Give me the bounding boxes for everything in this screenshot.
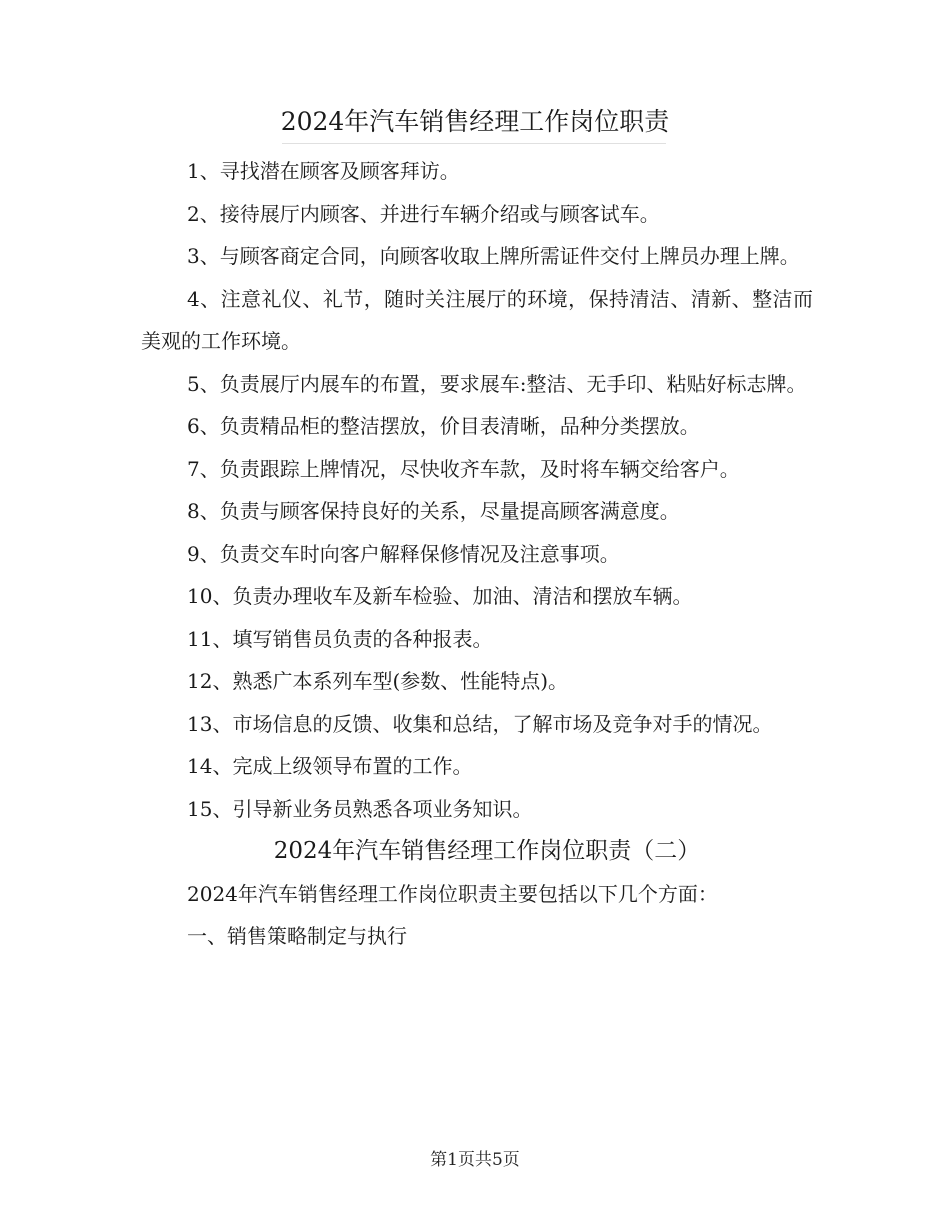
section-subtitle: 2024年汽车销售经理工作岗位职责（二） bbox=[273, 838, 701, 864]
document-title: 2024年汽车销售经理工作岗位职责 bbox=[280, 107, 670, 136]
list-item: 2、接待展厅内顾客、并进行车辆介绍或与顾客试车。 bbox=[187, 201, 660, 226]
intro-paragraph: 2024年汽车销售经理工作岗位职责主要包括以下几个方面： bbox=[187, 881, 718, 906]
list-item: 13、市场信息的反馈、收集和总结，了解市场及竞争对手的情况。 bbox=[187, 711, 773, 736]
list-item: 4、注意礼仪、礼节，随时关注展厅的环境，保持清洁、清新、整洁而美观的工作环境。 bbox=[141, 286, 813, 353]
list-item: 3、与顾客商定合同，向顾客收取上牌所需证件交付上牌员办理上牌。 bbox=[187, 244, 800, 268]
list-item: 5、负责展厅内展车的布置，要求展车:整洁、无手印、粘贴好标志牌。 bbox=[187, 371, 807, 396]
list-item: 11、填写销售员负责的各种报表。 bbox=[187, 626, 493, 651]
list-item: 12、熟悉广本系列车型(参数、性能特点)。 bbox=[187, 669, 569, 693]
page-number: 第1页共5页 bbox=[430, 1150, 520, 1170]
document-body bbox=[141, 150, 813, 958]
section-heading: 一、销售策略制定与执行 bbox=[187, 924, 407, 948]
title-underline bbox=[282, 143, 666, 144]
list-item: 9、负责交车时向客户解释保修情况及注意事项。 bbox=[187, 541, 620, 566]
list-item: 10、负责办理收车及新车检验、加油、清洁和摆放车辆。 bbox=[187, 584, 693, 608]
list-item: 15、引导新业务员熟悉各项业务知识。 bbox=[187, 796, 533, 821]
list-item: 1、寻找潜在顾客及顾客拜访。 bbox=[187, 159, 460, 183]
list-item: 14、完成上级领导布置的工作。 bbox=[187, 754, 473, 778]
list-item: 8、负责与顾客保持良好的关系，尽量提高顾客满意度。 bbox=[187, 499, 680, 523]
list-item: 6、负责精品柜的整洁摆放，价目表清晰，品种分类摆放。 bbox=[187, 414, 700, 438]
list-item: 7、负责跟踪上牌情况，尽快收齐车款，及时将车辆交给客户。 bbox=[187, 456, 740, 481]
